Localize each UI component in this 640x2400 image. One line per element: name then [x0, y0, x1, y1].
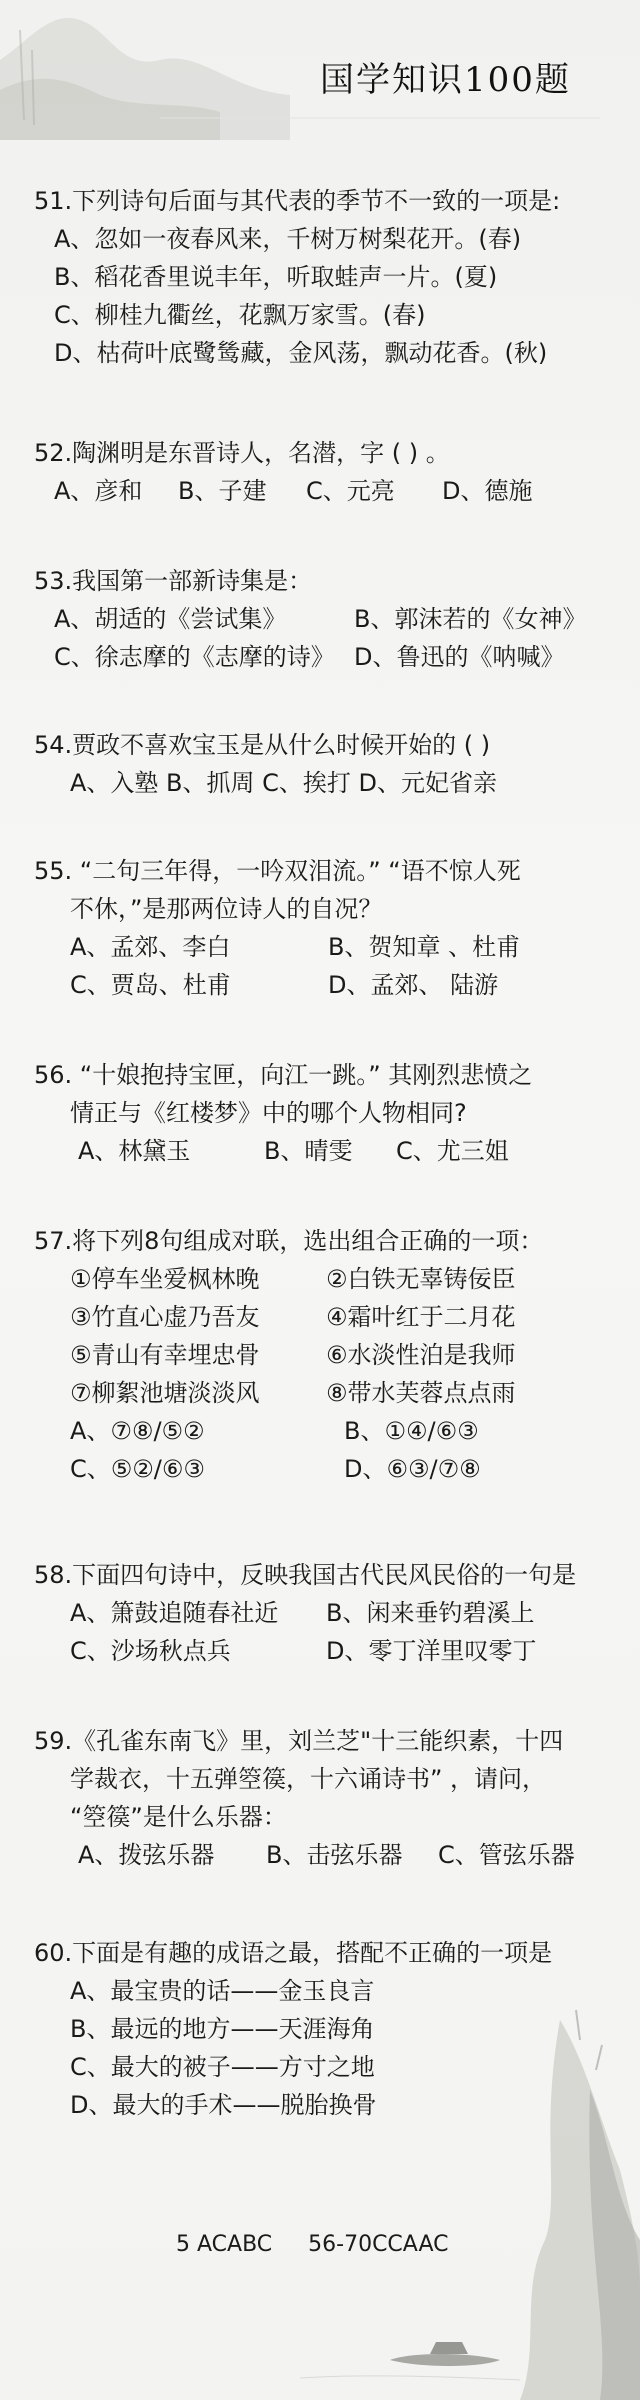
question-stem: 52.陶渊明是东晋诗人，名潜，字 ( ) 。 [34, 439, 450, 467]
couplet-line-3: ③竹直心虚乃吾友 [70, 1303, 260, 1331]
question-stem: 57.将下列8句组成对联，选出组合正确的一项： [34, 1227, 544, 1255]
question-stem: 58.下面四句诗中，反映我国古代民风民俗的一句是 [34, 1561, 577, 1589]
option-a: A、⑦⑧/⑤② [70, 1417, 205, 1445]
option-a: A、孟郊、李白 [70, 933, 231, 961]
option-c: C、管弦乐器 [438, 1841, 575, 1869]
option-b: B、子建 [178, 477, 267, 505]
option-d: D、德施 [442, 477, 533, 505]
option-c: C、尤三姐 [396, 1137, 509, 1165]
options-line: A、入塾 B、抓周 C、挨打 D、元妃省亲 [70, 769, 498, 797]
option-b: B、闲来垂钓碧溪上 [326, 1599, 535, 1627]
question-stem-line-1: 59.《孔雀东南飞》里，刘兰芝"十三能织素，十四 [34, 1727, 564, 1755]
question-56 [34, 1056, 614, 1170]
option-b: B、①④/⑥③ [344, 1417, 479, 1445]
option-d: D、⑥③/⑦⑧ [344, 1455, 481, 1483]
answer-key-1: 5 ACABC [176, 2232, 273, 2257]
option-c: C、徐志摩的《志摩的诗》 [54, 643, 335, 671]
option-c: C、贾岛、杜甫 [70, 971, 231, 999]
option-a: A、林黛玉 [78, 1137, 191, 1165]
question-stem: 51.下列诗句后面与其代表的季节不一致的一项是: [34, 187, 561, 215]
option-d: D、孟郊、 陆游 [328, 971, 499, 999]
question-stem: 53.我国第一部新诗集是： [34, 567, 313, 595]
answer-key-2: 56-70CCAAC [308, 2232, 449, 2257]
option-d: D、零丁洋里叹零丁 [326, 1637, 537, 1665]
question-stem-line-3: “箜篌”是什么乐器： [70, 1803, 287, 1831]
question-stem-line-2: 情正与《红楼梦》中的哪个人物相同? [70, 1099, 467, 1127]
option-b: B、稻花香里说丰年，听取蛙声一片。(夏) [54, 263, 498, 291]
option-b: B、晴雯 [264, 1137, 353, 1165]
question-57 [34, 1222, 614, 1488]
option-b: B、最远的地方——天涯海角 [70, 2015, 375, 2043]
question-53 [34, 562, 614, 676]
question-stem: 60.下面是有趣的成语之最，搭配不正确的一项是 [34, 1939, 553, 1967]
option-d: D、鲁迅的《呐喊》 [354, 643, 565, 671]
option-c: C、沙场秋点兵 [70, 1637, 231, 1665]
couplet-line-1: ①停车坐爱枫林晚 [70, 1265, 260, 1293]
option-b: B、郭沫若的《女神》 [354, 605, 587, 633]
question-52 [34, 434, 614, 510]
question-51 [34, 182, 614, 372]
option-a: A、忽如一夜春风来，千树万树梨花开。(春) [54, 225, 522, 253]
question-stem: 54.贾政不喜欢宝玉是从什么时候开始的 ( ) [34, 731, 491, 759]
question-58 [34, 1556, 614, 1670]
option-b: B、贺知章 、杜甫 [328, 933, 521, 961]
option-d: D、最大的手术——脱胎换骨 [70, 2091, 377, 2119]
question-59 [34, 1722, 614, 1874]
couplet-line-2: ②白铁无辜铸佞臣 [326, 1265, 516, 1293]
option-c: C、元亮 [306, 477, 395, 505]
couplet-line-5: ⑤青山有幸埋忠骨 [70, 1341, 260, 1369]
couplet-line-6: ⑥水淡性泊是我师 [326, 1341, 516, 1369]
question-55 [34, 852, 614, 1004]
question-stem-line-2: 不休，”是那两位诗人的自况？ [70, 895, 383, 923]
couplet-line-8: ⑧带水芙蓉点点雨 [326, 1379, 516, 1407]
question-stem-line-2: 学裁衣，十五弹箜篌，十六诵诗书” ，请问， [70, 1765, 547, 1793]
option-a: A、最宝贵的话——金玉良言 [70, 1977, 375, 2005]
question-stem-line-1: 56. “十娘抱持宝匣，向江一跳。” 其刚烈悲愤之 [34, 1061, 533, 1089]
option-c: C、最大的被子——方寸之地 [70, 2053, 375, 2081]
couplet-line-7: ⑦柳絮池塘淡淡风 [70, 1379, 260, 1407]
ink-landscape-bottom-illustration [0, 1950, 640, 2400]
option-a: A、胡适的《尝试集》 [54, 605, 287, 633]
couplet-line-4: ④霜叶红于二月花 [326, 1303, 516, 1331]
question-stem-line-1: 55. “二句三年得，一吟双泪流。” “语不惊人死 [34, 857, 521, 885]
option-b: B、击弦乐器 [266, 1841, 403, 1869]
page-title: 国学知识100题 [320, 60, 571, 100]
option-c: C、⑤②/⑥③ [70, 1455, 205, 1483]
answer-key [176, 2232, 448, 2257]
option-a: A、彦和 [54, 477, 143, 505]
option-d: D、枯荷叶底鹭鸶藏，金风荡，飘动花香。(秋) [54, 339, 548, 367]
option-c: C、柳桂九衢丝，花飘万家雪。(春) [54, 301, 426, 329]
question-54 [34, 726, 614, 802]
option-a: A、箫鼓追随春社近 [70, 1599, 279, 1627]
option-a: A、拨弦乐器 [78, 1841, 215, 1869]
